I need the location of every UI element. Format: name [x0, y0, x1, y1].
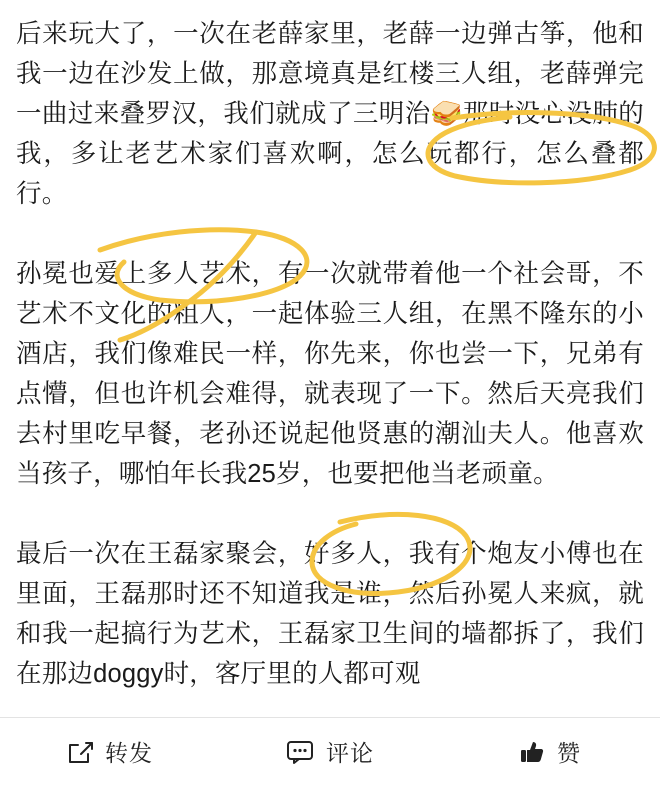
action-bar: [0, 717, 660, 785]
comment-label: 评论: [326, 740, 374, 766]
comment-icon: [286, 740, 314, 764]
like-label: 赞: [557, 740, 581, 766]
thumbs-up-icon: [519, 739, 545, 765]
share-label: 转发: [105, 740, 153, 766]
comment-button[interactable]: [220, 718, 440, 785]
like-button[interactable]: [440, 718, 660, 785]
article-paragraph-1: 后来玩大了，一次在老薛家里，老薛一边弹古筝，他和我一边在沙发上做，那意境真是红楼三人组，老薛弹完一曲过来叠罗汉，我们就成了三明治🥪那时没心没肺的我，多让老艺术家们喜欢啊，怎么玩都行，怎么叠都行。: [16, 20, 644, 208]
article-paragraph-3: 最后一次在王磊家聚会，好多人，我有个炮友小傅也在里面，王磊那时还不知道我是谁，然后孙冕人来疯，就和我一起搞行为艺术，王磊家卫生间的墙都拆了，我们在那边doggy时，客厅里的人都可观: [16, 540, 644, 688]
share-button[interactable]: [0, 718, 220, 785]
content-fade: [0, 702, 660, 718]
share-icon: [67, 739, 93, 765]
article-paragraph-2: 孙冕也爱上多人艺术，有一次就带着他一个社会哥，不艺术不文化的粗人，一起体验三人组，在黑不隆东的小酒店，我们像难民一样，你先来，你也尝一下，兄弟有点懵，但也许机会难得，就表现了一下。然后天亮我们去村里吃早餐，老孙还说起他贤惠的潮汕夫人。他喜欢当孩子，哪怕年长我25岁，也要把他当老顽童。: [16, 260, 644, 488]
